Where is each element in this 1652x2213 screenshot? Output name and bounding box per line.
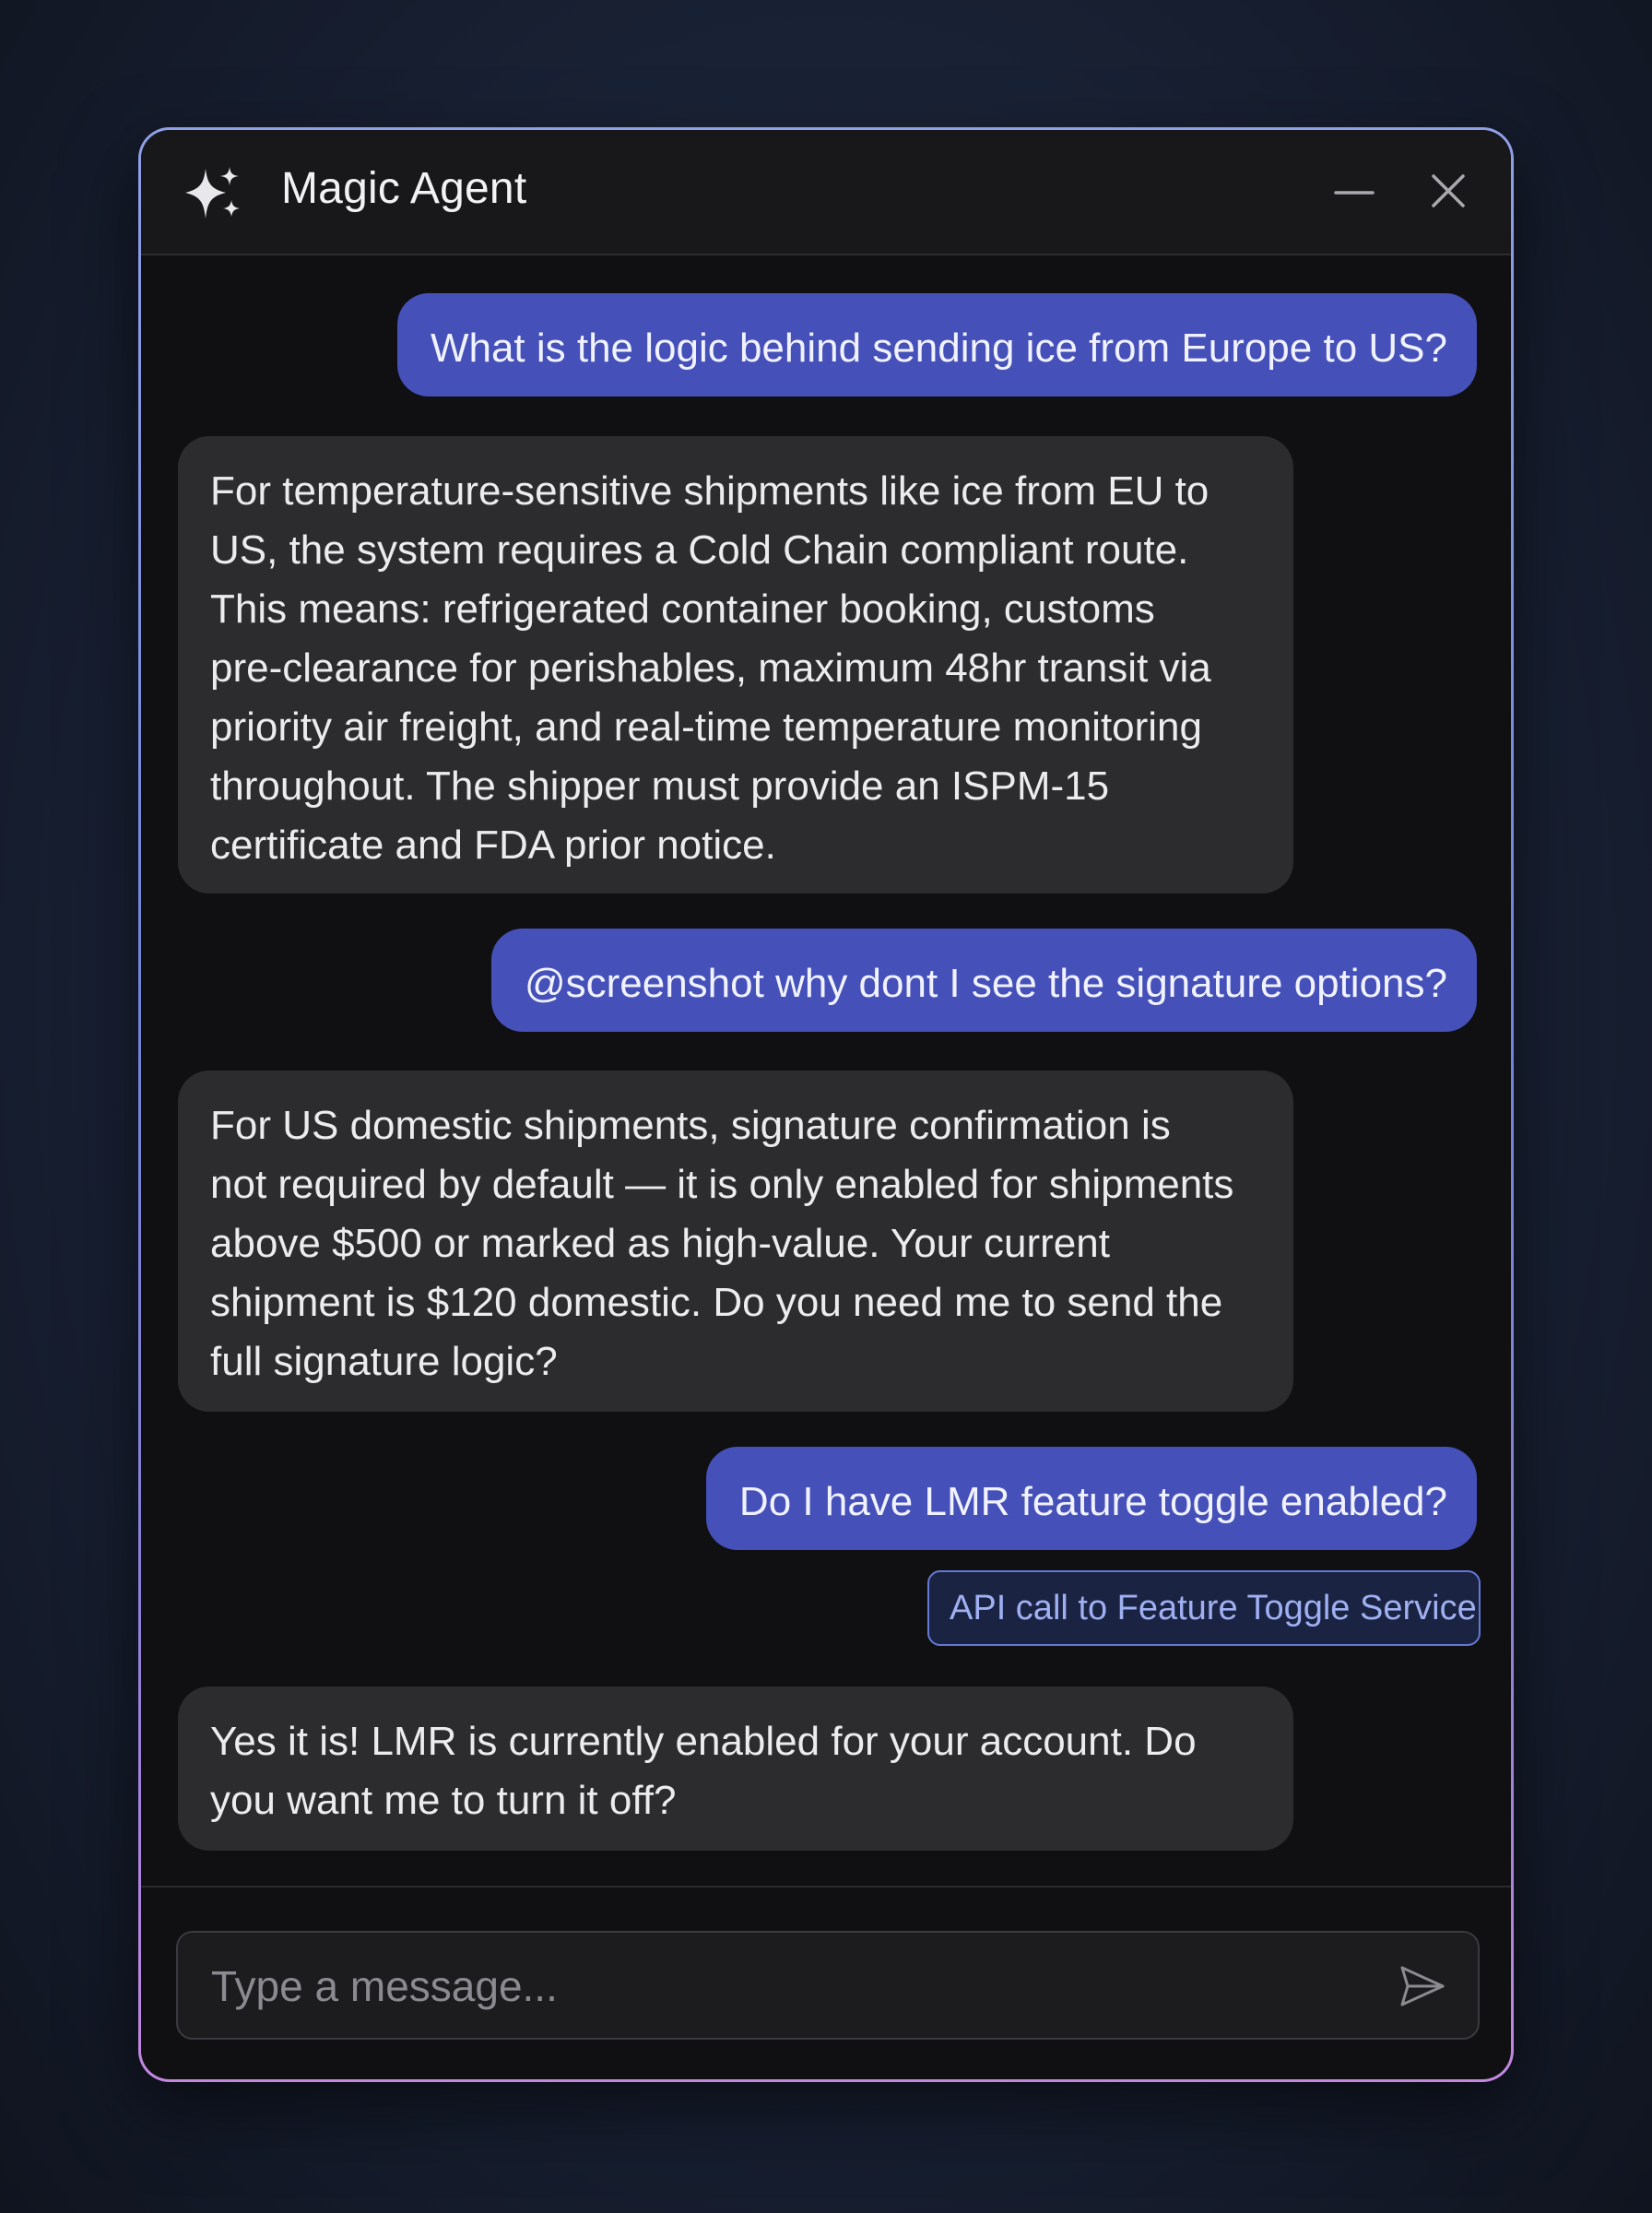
agent-message: Yes it is! LMR is currently enabled for your account. Do you want me to turn it off?: [178, 1686, 1293, 1851]
close-icon: [1419, 161, 1478, 220]
message-composer: [176, 1931, 1480, 2040]
tool-call-chip[interactable]: API call to Feature Toggle Service: [927, 1570, 1481, 1646]
message-list[interactable]: [141, 255, 1511, 2013]
chat-window: [138, 127, 1514, 2082]
agent-message: For temperature-sensitive shipments like ice from EU to US, the system requires a Cold Chain compliant route. This means: refrigerated container booking, customs pre-clearance for perishables, maximum 48hr transit via priority air freight, and real-time temperature monitoring throughout. The shipper must provide an ISPM-15 certificate and FDA prior notice.: [178, 436, 1293, 893]
minimize-button[interactable]: [1325, 161, 1384, 220]
message-input[interactable]: [209, 1933, 1356, 2040]
window-title: Magic Agent: [281, 164, 527, 213]
send-button[interactable]: [1395, 1959, 1450, 2014]
user-message: Do I have LMR feature toggle enabled?: [706, 1447, 1477, 1550]
title-bar: [141, 130, 1511, 255]
user-message: @screenshot why dont I see the signature options?: [491, 929, 1477, 1032]
user-message: What is the logic behind sending ice from Europe to US?: [397, 293, 1477, 396]
composer-divider: [141, 1886, 1511, 1888]
sparkles-icon: [182, 165, 242, 222]
send-icon: [1395, 1959, 1450, 2014]
close-button[interactable]: [1419, 161, 1478, 220]
agent-message: For US domestic shipments, signature confirmation is not required by default — it is only enabled for shipments above $500 or marked as high-value. Your current shipment is $120 domestic. Do you need me to send the full signature logic?: [178, 1071, 1293, 1412]
minimize-icon: [1325, 161, 1384, 220]
